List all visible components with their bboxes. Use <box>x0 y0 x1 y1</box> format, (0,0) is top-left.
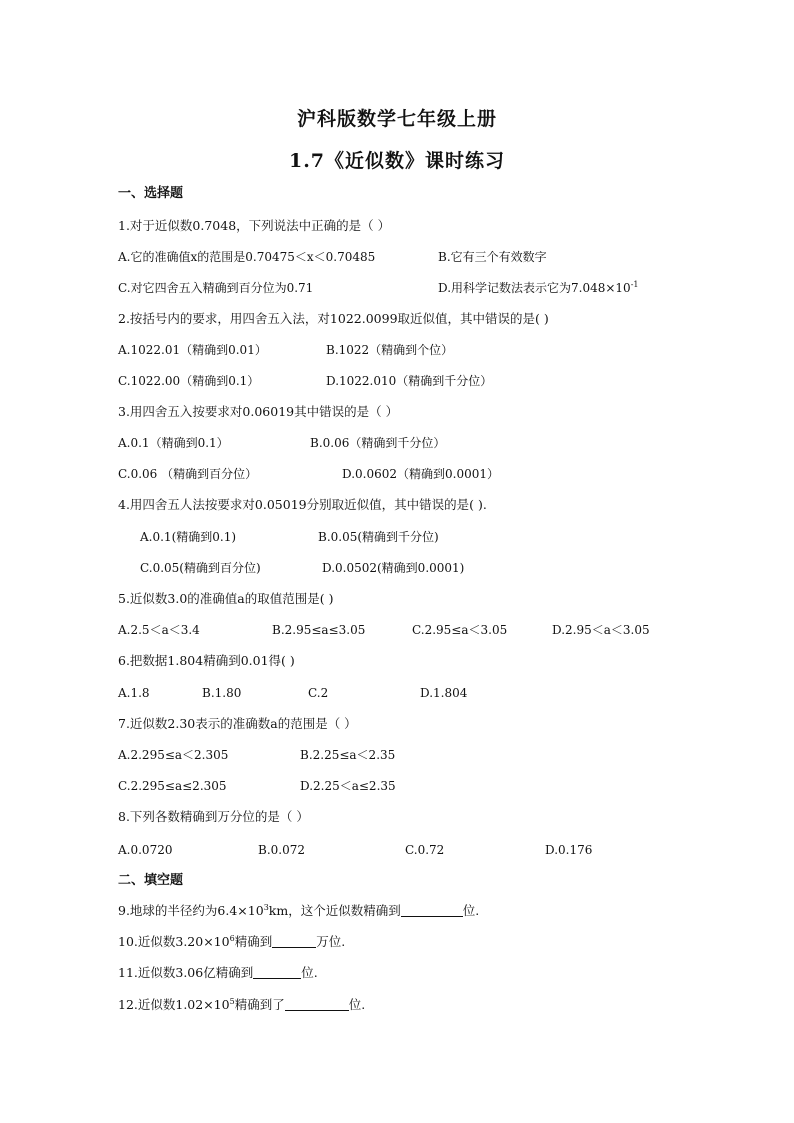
question-2-option-a: A.1022.01（精确到0.01） <box>118 343 267 357</box>
question-5-option-d: D.2.95＜a＜3.05 <box>552 623 650 637</box>
question-8-option-b: B.0.072 <box>258 843 305 857</box>
question-11-answer-blank[interactable] <box>253 966 301 979</box>
question-6-option-c: C.2 <box>308 686 329 700</box>
question-8-option-c: C.0.72 <box>405 843 445 857</box>
question-9 <box>118 903 479 919</box>
question-7-stem: 7.近似数2.30表示的准确数a的范围是（ ） <box>118 716 357 731</box>
document-subtitle: 1.7《近似数》课时练习 <box>288 150 506 172</box>
question-12-text-pre: 12.近似数1.02×10 <box>118 997 230 1012</box>
question-5-option-c: C.2.95≤a＜3.05 <box>412 623 508 637</box>
question-7-option-a: A.2.295≤a＜2.305 <box>118 748 229 762</box>
question-12-text-mid: 精确到了 <box>234 997 285 1012</box>
question-10-exponent: 6 <box>229 934 235 943</box>
question-10-text-post: 万位. <box>316 934 346 949</box>
question-1-option-d-main: D.用科学记数法表示它为7.048×10 <box>438 281 631 295</box>
question-1-option-d <box>438 280 638 296</box>
question-6-option-a: A.1.8 <box>118 686 150 700</box>
question-12 <box>118 997 365 1013</box>
question-9-answer-blank[interactable] <box>401 904 463 917</box>
question-10-answer-blank[interactable] <box>272 935 316 948</box>
document-title: 沪科版数学七年级上册 <box>296 108 497 130</box>
question-4-option-b: B.0.05(精确到千分位) <box>318 530 439 544</box>
question-10-text-mid: 精确到 <box>234 934 273 949</box>
question-8-stem: 8.下列各数精确到万分位的是（ ） <box>118 809 309 824</box>
question-1-option-d-exponent: -1 <box>630 280 639 289</box>
question-5-option-b: B.2.95≤a≤3.05 <box>272 623 366 637</box>
question-10 <box>118 934 345 950</box>
question-11 <box>118 965 318 981</box>
section-heading-choice: 一、选择题 <box>118 186 184 201</box>
question-7-option-b: B.2.25≤a＜2.35 <box>300 748 396 762</box>
question-6-option-d: D.1.804 <box>420 686 468 700</box>
question-2-stem: 2.按括号内的要求，用四舍五入法，对1022.0099取近似值，其中错误的是( ) <box>118 311 549 326</box>
question-9-text-mid: km，这个近似数精确到 <box>268 903 401 918</box>
question-4-option-a: A.0.1(精确到0.1) <box>140 530 237 544</box>
question-1-stem: 1.对于近似数0.7048，下列说法中正确的是（ ） <box>118 218 391 233</box>
section-heading-fill: 二、填空题 <box>118 873 184 888</box>
question-4-option-d: D.0.0502(精确到0.0001) <box>322 561 465 575</box>
question-5-option-a: A.2.5＜a＜3.4 <box>118 623 200 637</box>
question-1-option-a: A.它的准确值x的范围是0.70475＜x＜0.70485 <box>118 250 376 264</box>
question-1-option-b: B.它有三个有效数字 <box>438 250 547 264</box>
question-3-option-c: C.0.06 （精确到百分位） <box>118 467 258 481</box>
question-3-option-a: A.0.1（精确到0.1） <box>118 436 229 450</box>
question-10-text-pre: 10.近似数3.20×10 <box>118 934 230 949</box>
question-12-answer-blank[interactable] <box>285 998 349 1011</box>
question-4-stem: 4.用四舍五人法按要求对0.05019分别取近似值，其中错误的是( ). <box>118 497 487 512</box>
question-12-text-post: 位. <box>348 997 366 1012</box>
question-8-option-a: A.0.0720 <box>118 843 173 857</box>
question-9-text-pre: 9.地球的半径约为6.4×10 <box>118 903 264 918</box>
question-11-text-pre: 11.近似数3.06亿精确到 <box>118 965 254 980</box>
question-6-option-b: B.1.80 <box>202 686 242 700</box>
question-11-text-post: 位. <box>301 965 318 980</box>
question-9-text-post: 位. <box>462 903 480 918</box>
question-6-stem: 6.把数据1.804精确到0.01得( ) <box>118 653 295 668</box>
question-7-option-c: C.2.295≤a≤2.305 <box>118 779 227 793</box>
question-7-option-d: D.2.25＜a≤2.35 <box>300 779 396 793</box>
question-2-option-b: B.1022（精确到个位） <box>326 343 454 357</box>
question-3-option-b: B.0.06（精确到千分位） <box>310 436 446 450</box>
question-1-option-c: C.对它四舍五入精确到百分位为0.71 <box>118 281 314 295</box>
question-2-option-d: D.1022.010（精确到千分位） <box>326 374 493 388</box>
question-3-stem: 3.用四舍五入按要求对0.06019其中错误的是（ ） <box>118 404 399 419</box>
question-12-exponent: 5 <box>229 997 235 1006</box>
question-4-option-c: C.0.05(精确到百分位) <box>140 561 261 575</box>
question-5-stem: 5.近似数3.0的准确值a的取值范围是( ) <box>118 591 334 606</box>
question-3-option-d: D.0.0602（精确到0.0001） <box>342 467 499 481</box>
question-2-option-c: C.1022.00（精确到0.1） <box>118 374 260 388</box>
question-9-exponent: 3 <box>263 903 269 912</box>
question-8-option-d: D.0.176 <box>545 843 593 857</box>
